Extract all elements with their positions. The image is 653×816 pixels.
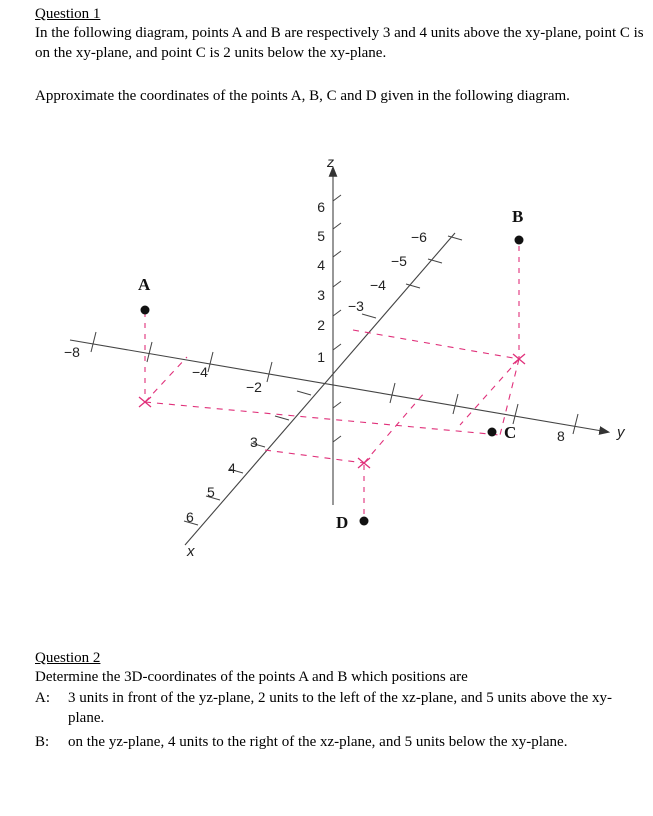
question-1-body: In the following diagram, points A and B are respectively 3 and 4 units above the xy-plane, point C is on the xy-plane, and point C is 2 units below the xy-plane. (35, 25, 644, 61)
y-ticks (91, 332, 578, 434)
z-tick-2: 2 (317, 317, 325, 333)
y-tick-labels (348, 229, 565, 444)
point-d-dot (360, 517, 369, 526)
x-tick-4: 4 (228, 460, 236, 476)
point-d-label: D (336, 513, 349, 532)
x-tick-5: 5 (207, 484, 215, 500)
point-c-dot (488, 428, 497, 437)
z-ticks (333, 195, 341, 442)
item-text: 3 units in front of the yz-plane, 2 units to the left of the xz-plane, and 5 units above the xy-plane. (68, 690, 613, 726)
y-tick-8: 8 (557, 428, 565, 444)
x-axis (185, 233, 455, 545)
y-tick-neg4: −4 (370, 277, 386, 293)
z-tick-3: 3 (317, 287, 325, 303)
x-tick-neg8: −8 (64, 344, 80, 360)
item-label: B: (35, 734, 50, 750)
z-tick-1: 1 (317, 349, 325, 365)
y-tick-neg5: −5 (391, 253, 407, 269)
question-1-title: Question 1 (35, 6, 101, 22)
item-text: on the yz-plane, 4 units to the right of the xz-plane, and 5 units below the xy-plane. (68, 734, 568, 750)
x-tick-neg4: −4 (192, 364, 208, 380)
x-ticks (184, 236, 462, 525)
item-label: A: (35, 690, 50, 706)
dashed-guides (145, 330, 519, 463)
point-a-dot (141, 306, 150, 315)
point-a-label: A (138, 275, 151, 294)
question-2-title: Question 2 (35, 650, 101, 666)
z-tick-6: 6 (317, 199, 325, 215)
x-tick-neg2: −2 (246, 379, 262, 395)
point-c-label: C (504, 423, 517, 442)
points (141, 236, 524, 526)
y-axis (70, 340, 608, 432)
x-tick-6: 6 (186, 509, 194, 525)
y-tick-neg3: −3 (348, 298, 364, 314)
x-tick-3: 3 (250, 434, 258, 450)
z-tick-4: 4 (317, 257, 325, 273)
vertical-guides (145, 246, 519, 515)
question-1-task: Approximate the coordinates of the points A, B, C and D given in the following diagram. (35, 88, 570, 104)
point-b-label: B (512, 207, 524, 226)
point-b-dot (515, 236, 524, 245)
y-axis-label: y (617, 424, 625, 441)
question-2-body: Determine the 3D-coordinates of the points A and B which positions are (35, 669, 468, 685)
x-tick-labels (64, 344, 262, 525)
z-axis-label: z (327, 154, 334, 170)
z-tick-5: 5 (317, 228, 325, 244)
z-tick-labels (317, 199, 325, 365)
x-axis-label: x (187, 543, 195, 560)
y-tick-neg6: −6 (411, 229, 427, 245)
